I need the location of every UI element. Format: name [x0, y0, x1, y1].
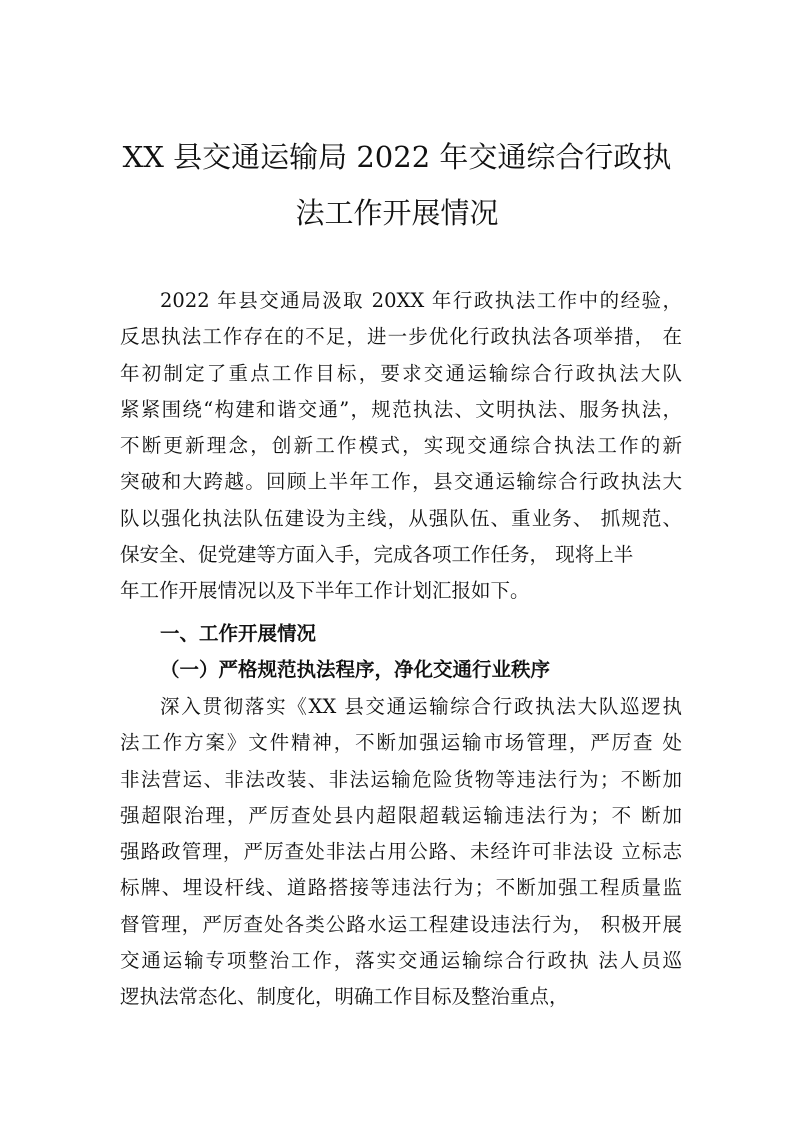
paragraph-line: 非法营运、非法改装、非法运输危险货物等违法行为；不断加: [120, 767, 682, 791]
paragraph-line: 队以强化执法队伍建设为主线，从强队伍、重业务、 抓规范、: [120, 506, 682, 530]
paragraph-line: 年工作开展情况以及下半年工作计划汇报如下。: [120, 579, 530, 603]
document-title-line-2: 法工作开展情况: [295, 196, 499, 230]
paragraph-line: 年初制定了重点工作目标，要求交通运输综合行政执法大队: [120, 361, 682, 385]
paragraph-line: 法工作方案》文件精神，不断加强运输市场管理，严厉查 处: [120, 731, 682, 755]
section-paragraph: [120, 689, 682, 1016]
subsection-heading: （一）严格规范执法程序，净化交通行业秩序: [160, 658, 551, 681]
paragraph-line: 不断更新理念，创新工作模式，实现交通综合执法工作的新: [120, 434, 682, 458]
paragraph-line: 逻执法常态化、制度化，明确工作目标及整治重点，: [120, 985, 569, 1009]
paragraph-line: 强超限治理，严厉查处县内超限超载运输违法行为；不 断加: [120, 803, 682, 827]
intro-paragraph: [120, 283, 682, 610]
paragraph-line: 标牌、埋设杆线、道路搭接等违法行为；不断加强工程质量监: [120, 876, 682, 900]
paragraph-line: 2022 年县交通局汲取 20XX 年行政执法工作中的经验，: [160, 289, 682, 312]
paragraph-line: 强路政管理，严厉查处非法占用公路、未经许可非法设 立标志: [120, 840, 682, 864]
section-heading: 一、工作开展情况: [160, 622, 317, 645]
document-title-line-1: XX 县交通运输局 2022 年交通综合行政执: [122, 140, 672, 174]
paragraph-line: 突破和大跨越。回顾上半年工作，县交通运输综合行政执法大: [120, 470, 682, 494]
paragraph-line: 反思执法工作存在的不足，进一步优化行政执法各项举措， 在: [120, 325, 682, 349]
paragraph-line: 深入贯彻落实《XX 县交通运输综合行政执法大队巡逻执: [160, 695, 682, 718]
paragraph-line: 紧紧围绕“构建和谐交通”，规范执法、文明执法、服务执法，: [120, 397, 682, 421]
paragraph-line: 交通运输专项整治工作，落实交通运输综合行政执 法人员巡: [120, 949, 682, 973]
paragraph-line: 督管理，严厉查处各类公路水运工程建设违法行为， 积极开展: [120, 912, 682, 936]
paragraph-line: 保安全、促党建等方面入手，完成各项工作任务， 现将上半: [120, 543, 634, 567]
